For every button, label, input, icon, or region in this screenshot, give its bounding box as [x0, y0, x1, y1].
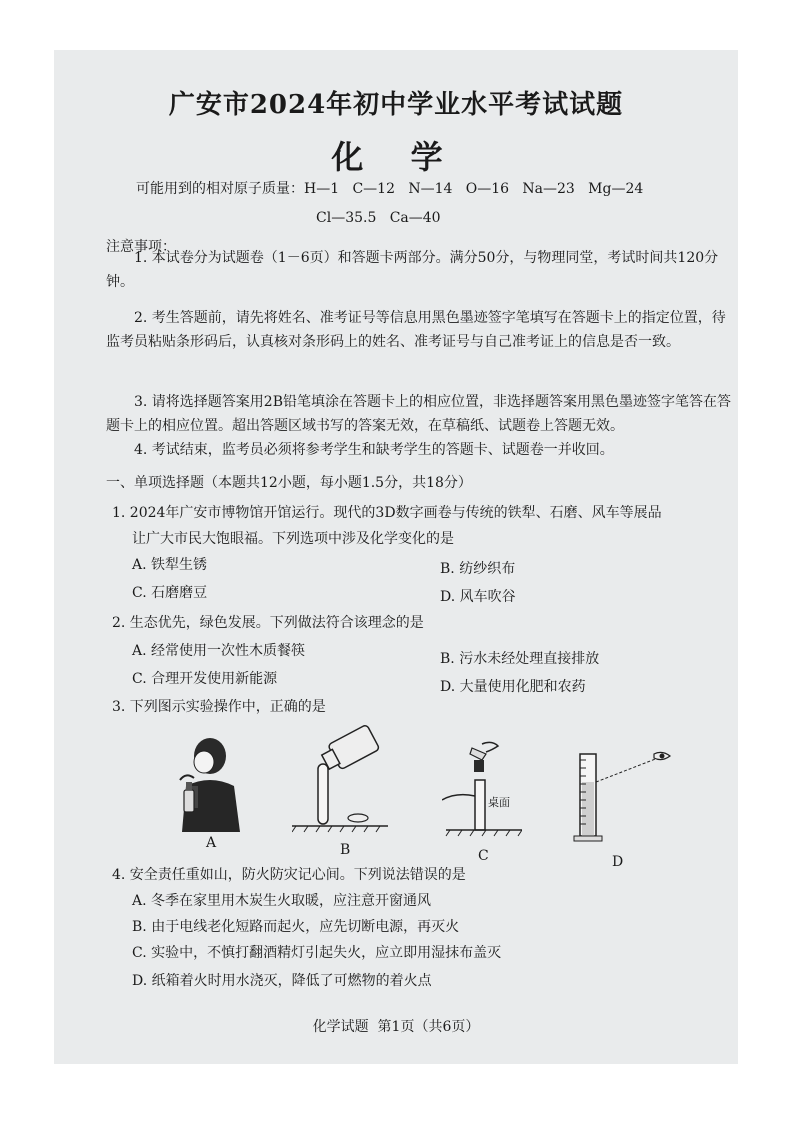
figure-a-smelling — [172, 736, 252, 832]
section-heading: 一、单项选择题（本题共12小题，每小题1.5分，共18分） — [106, 475, 472, 491]
figure-d-label: D — [612, 854, 624, 870]
q4-option-b: B. 由于电线老化短路而起火，应先切断电源，再灭火 — [132, 919, 460, 935]
q1-stem-line-1: 1. 2024年广安市博物馆开馆运行。现代的3D数字画卷与传统的铁犁、石磨、风车等展品 — [112, 505, 662, 521]
notice-item-4: 4. 考试结束，监考员必须将参考学生和缺考学生的答题卡、试题卷一并收回。 — [134, 442, 614, 458]
q2-option-a: A. 经常使用一次性木质餐筷 — [132, 643, 306, 659]
q4-stem: 4. 安全责任重如山，防火防灾记心间。下列说法错误的是 — [112, 867, 466, 883]
notice-item-2: 2. 考生答题前，请先将姓名、准考证号等信息用黑色墨迹签字笔填写在答题卡上的指定位置，待监考员粘贴条形码后，认真核对条形码上的姓名、准考证号与自己准考证上的信息是否一致。 — [106, 310, 726, 350]
figure-d-cylinder — [570, 748, 674, 844]
q4-option-c: C. 实验中，不慎打翻酒精灯引起失火，应立即用湿抹布盖灭 — [132, 945, 502, 961]
figure-c-label: C — [478, 848, 489, 864]
q3-stem: 3. 下列图示实验操作中，正确的是 — [112, 699, 326, 715]
figure-c-stopper — [442, 740, 522, 838]
figure-b-label: B — [340, 842, 351, 858]
figure-b-pouring — [292, 724, 388, 834]
q4-option-a: A. 冬季在家里用木炭生火取暖，应注意开窗通风 — [132, 893, 432, 909]
q1-option-a: A. 铁犁生锈 — [132, 557, 208, 573]
notice-item-3: 3. 请将选择题答案用2B铅笔填涂在答题卡上的相应位置，非选择题答案用黑色墨迹签字笔答在答题卡上的相应位置。超出答题区域书写的答案无效，在草稿纸、试题卷上答题无效。 — [106, 394, 732, 434]
page-footer: 化学试题 第1页（共6页） — [312, 1019, 480, 1035]
q2-option-d: D. 大量使用化肥和农药 — [440, 679, 586, 695]
page-title: 广安市2024年初中学业水平考试试题 — [168, 90, 624, 120]
atomic-masses-line-2: Cl—35.5 Ca—40 — [316, 210, 441, 226]
q2-stem: 2. 生态优先，绿色发展。下列做法符合该理念的是 — [112, 615, 424, 631]
exam-page — [54, 50, 738, 1064]
q1-stem-line-2: 让广大市民大饱眼福。下列选项中涉及化学变化的是 — [132, 531, 454, 547]
notice-heading: 注意事项： — [106, 239, 176, 255]
q4-option-d: D. 纸箱着火时用水浇灭，降低了可燃物的着火点 — [132, 973, 432, 989]
q2-option-b: B. 污水未经处理直接排放 — [440, 651, 600, 667]
notice-item-1: 1. 本试卷分为试题卷（1－6页）和答题卡两部分。满分50分，与物理同堂，考试时间共120分钟。 — [106, 250, 719, 290]
q2-option-c: C. 合理开发使用新能源 — [132, 671, 278, 687]
figure-a-label: A — [206, 835, 217, 851]
q1-option-b: B. 纺纱织布 — [440, 561, 516, 577]
q1-option-d: D. 风车吹谷 — [440, 589, 516, 605]
atomic-masses-line-1: 可能用到的相对原子质量：H—1 C—12 N—14 O—16 Na—23 Mg—24 — [136, 181, 644, 197]
subject-title: 化 学 — [331, 138, 461, 176]
q1-option-c: C. 石磨磨豆 — [132, 585, 208, 601]
figure-c-desk-label: 桌面 — [488, 796, 510, 809]
